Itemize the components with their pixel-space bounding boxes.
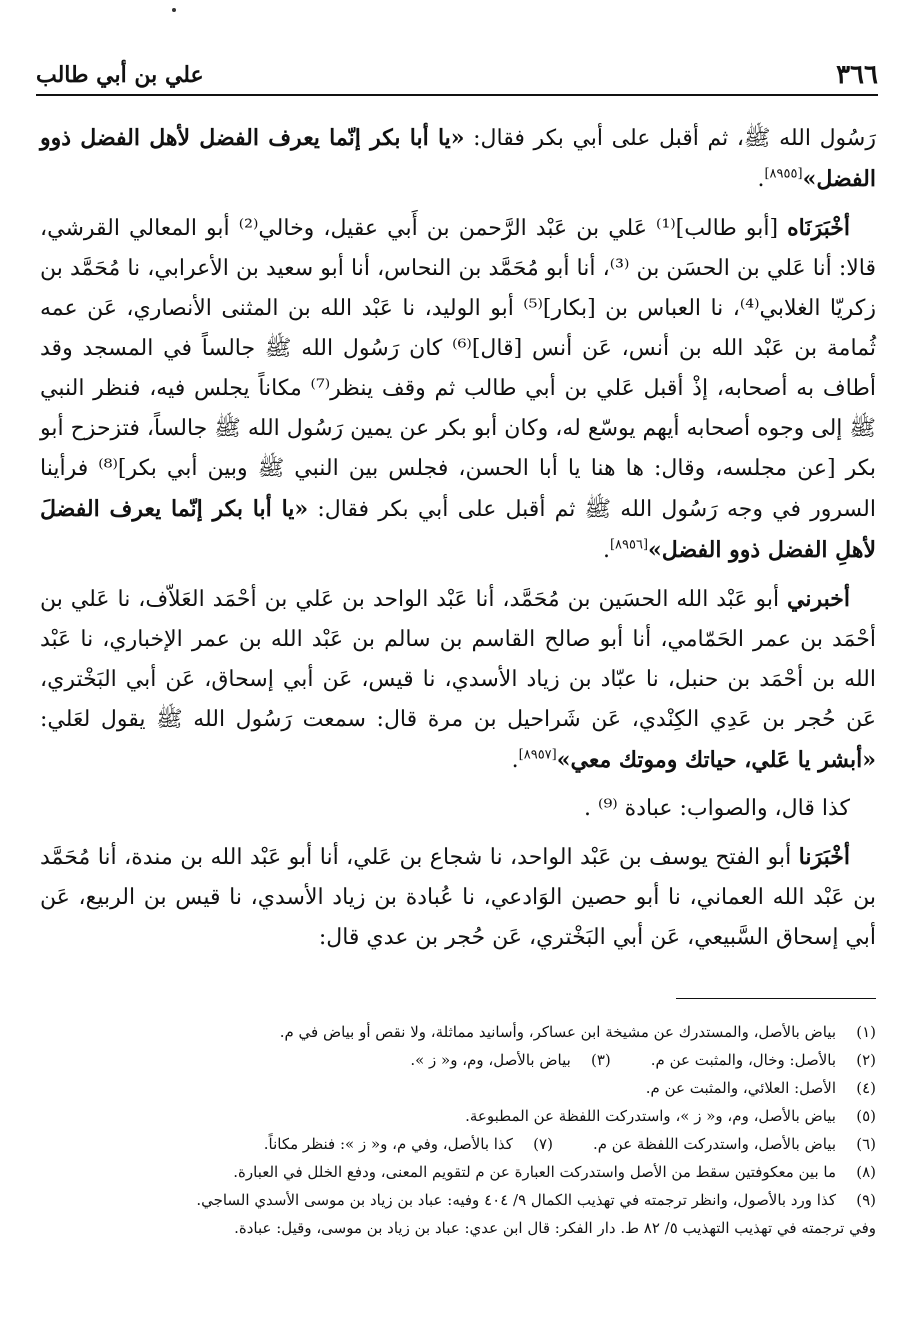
hadith-number: [٨٩٥٥]	[764, 166, 803, 182]
footnote-number: (٢)	[856, 1051, 876, 1069]
footnote-number: (٧)	[533, 1135, 553, 1153]
footnote-4	[40, 1074, 876, 1102]
footnote-text: بياض بالأصل، والمستدرك عن مشيخة ابن عساكر، وأسانيد مماثلة، ولا نقص أو بياض في م.	[279, 1023, 836, 1041]
footnote-divider	[676, 998, 876, 999]
hadith-number: [٨٩٥٦]	[609, 537, 649, 553]
paragraph-text: أبو الفتح يوسف بن عَبْد الواحد، نا شجاع بن عَلي، أنا أبو عَبْد الله بن مندة، أنا مُحَمَّد بن عَبْد الله العماني، نا أبو حصين الوَادعي، نا عُبادة بن زياد الأسدي، نا قيس بن الربيع، عَن أبي إسحاق السَّبيعي، عَن أبي البَخْتري، عَن حُجر بن عدي قال:	[40, 845, 876, 950]
footnote-6	[593, 1130, 876, 1158]
footnote-8	[40, 1158, 876, 1186]
footnote-number: (٦)	[856, 1135, 876, 1153]
running-title: علي بن أبي طالب	[36, 62, 204, 88]
footnote-text: ما بين معكوفتين سقط من الأصل واستدركت العبارة عن م لتقويم المعنى، ودفع الخلل في العبارة.	[233, 1163, 836, 1181]
footnote-1	[40, 1018, 876, 1046]
hadith-quote: «يا أبا بكر إنّما يعرف الفضلَ لأهلِ الفضل ذوو الفضل»	[40, 496, 876, 563]
footnote-2	[651, 1046, 876, 1074]
footnote-9-continuation: وفي ترجمته في تهذيب التهذيب ٥/ ٨٢ ط. دار الفكر: قال ابن عدي: عباد بن زياد بن موسى، وقيل: عبادة.	[234, 1219, 876, 1237]
hadith-quote: «يا أبا بكر إنّما يعرف الفضل لأهل الفضل ذوو الفضل»	[40, 125, 876, 192]
footnote-text: بياض بالأصل، واستدركت اللفظة عن م.	[592, 1135, 836, 1153]
footnote-text: بياض بالأصل، وم، و« ز »، واستدركت اللفظة عن المطبوعة.	[465, 1107, 836, 1125]
paragraph-3	[40, 579, 876, 781]
lead-word: أخبرني	[787, 586, 850, 612]
footnote-5	[40, 1102, 876, 1130]
footnote-number: (٥)	[856, 1107, 876, 1125]
paragraph-tail: .	[602, 538, 610, 563]
paragraph-4	[40, 789, 876, 829]
footnote-text: الأصل: العلائي، والمثبت عن م.	[645, 1079, 836, 1097]
footnote-text: بياض بالأصل، وم، و« ز ».	[410, 1051, 571, 1069]
footnote-9	[40, 1186, 876, 1214]
footnote-text: بالأصل: وخال، والمثبت عن م.	[650, 1051, 836, 1069]
paragraph-1	[40, 118, 876, 200]
footnote-7	[264, 1130, 553, 1158]
footnote-number: (٤)	[856, 1079, 876, 1097]
footnote-3	[410, 1046, 610, 1074]
footnote-row	[40, 1130, 876, 1158]
lead-word: أخْبَرَنا	[798, 844, 850, 870]
paragraph-text: [أبو طالب]⁽¹⁾ عَلي بن عَبْد الرَّحمن بن أَبي عقيل، وخالي⁽²⁾ أبو المعالي القرشي، قالا: أنا عَلي بن الحسَن بن ⁽³⁾، أنا أبو مُحَمَّد بن النحاس، أنا أبو سعيد بن الأعرابي، نا مُحَمَّد بن زكريّا الغلابي⁽⁴⁾، نا العباس بن [بكار]⁽⁵⁾ أبو الوليد، نا عَبْد الله بن المثنى الأنصاري، عَن عمه ثُمامة بن عَبْد الله بن أنس، عَن أنس [قال]⁽⁶⁾ كان رَسُول الله ﷺ جالساً في المسجد وقد أطاف به أصحابه، إذْ أقبل عَلي بن أبي طالب ثم وقف ينظر⁽⁷⁾ مكاناً يجلس فيه، فنظر النبي ﷺ إلى وجوه أصحابه أيهم يوسّع له، وكان أبو بكر عن يمين رَسُول الله ﷺ جالساً، فتزحزح أبو بكر [عن مجلسه، وقال: ها هنا يا أبا الحسن، فجلس بين النبي ﷺ وبين أبي بكر]⁽⁸⁾ فرأينا السرور في وجه رَسُول الله ﷺ ثم أقبل على أبي بكر فقال:	[40, 216, 877, 522]
paragraph-2	[40, 208, 876, 571]
paragraph-text: رَسُول الله ﷺ، ثم أقبل على أبي بكر فقال:	[464, 126, 876, 151]
main-text	[40, 118, 876, 966]
paragraph-text: كذا قال، والصواب: عبادة ⁽⁹⁾ .	[584, 796, 850, 821]
hadith-quote: «أبشر يا عَلي، حياتك وموتك معي»	[556, 747, 876, 773]
footnote-text: كذا ورد بالأصول، وانظر ترجمته في تهذيب الكمال ٩/ ٤٠٤ وفيه: عباد بن زياد بن موسى الأسدي الساجي.	[196, 1191, 836, 1209]
footnote-number: (١)	[856, 1023, 876, 1041]
footnote-number: (٨)	[856, 1163, 876, 1181]
page-header	[36, 58, 878, 96]
paragraph-text: أبو عَبْد الله الحسَين بن مُحَمَّد، أنا عَبْد الواحد بن عَلي بن أحْمَد العَلاّف، نا عَلي بن أحْمَد بن عمر الحَمّامي، أنا أبو صالح القاسم بن سالم بن عَبْد الله بن عمر الإخباري، نا عَبْد الله بن أحْمَد بن حنبل، نا عبّاد بن زياد الأسدي، نا قيس، عَن أبي إسحاق، عَن أبي البَخْتري، عَن حُجر بن عَدِي الكِنْدي، عَن شَراحيل بن مرة قال: سمعت رَسُول الله ﷺ يقول لعَلي:	[40, 587, 876, 732]
page-number: ٣٦٦	[836, 60, 878, 90]
lead-word: أخْبَرَنَاه	[787, 215, 850, 241]
paragraph-5	[40, 837, 876, 958]
footnote-number: (٩)	[856, 1191, 876, 1209]
paragraph-tail: .	[511, 748, 519, 773]
footnote-row	[40, 1046, 876, 1074]
paragraph-tail: .	[757, 167, 765, 192]
footnote-text: كذا بالأصل، وفي م، و« ز »: فنظر مكاناً.	[263, 1135, 513, 1153]
footnotes	[40, 1018, 876, 1242]
footnote-number: (٣)	[591, 1051, 611, 1069]
scan-speck	[172, 8, 176, 12]
hadith-number: [٨٩٥٧]	[518, 747, 557, 763]
